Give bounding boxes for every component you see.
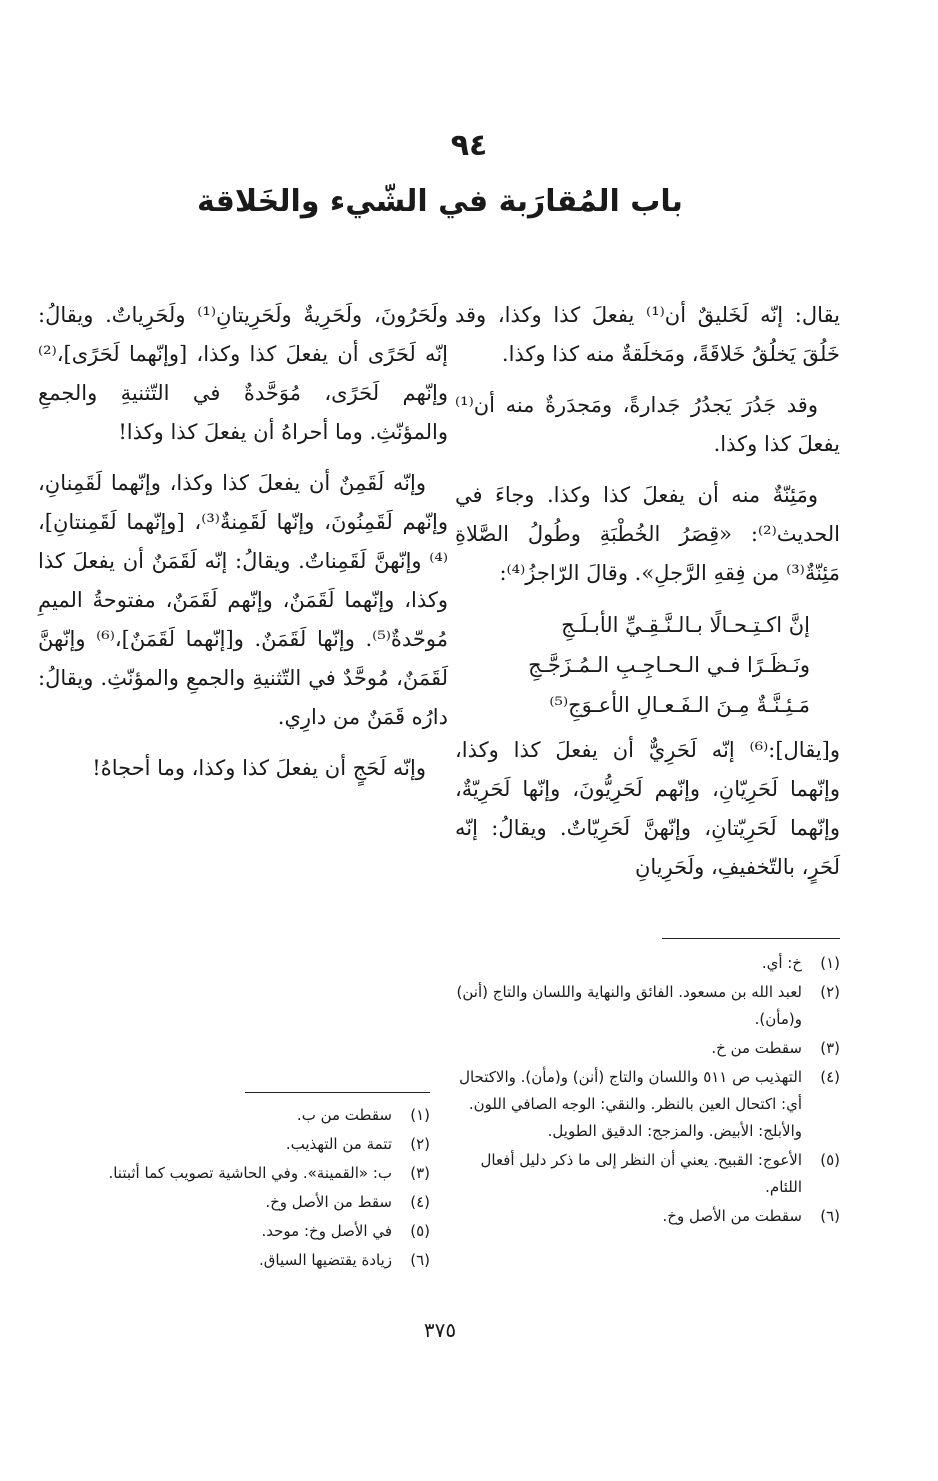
footnote-text: سقطت من ب.: [296, 1106, 392, 1124]
footnote: [455, 1147, 840, 1201]
footnote-text: سقطت من خ.: [711, 1039, 802, 1057]
footnote: [80, 1218, 430, 1245]
chapter-number: ٩٤: [450, 128, 488, 163]
footnote: [455, 1203, 840, 1230]
page-number: ٣٧٥: [423, 1318, 457, 1342]
footnote: [455, 950, 840, 977]
paragraph: يقال: إنّه لَخَليقٌ أن⁽¹⁾ يفعلَ كذا وكذا، وقد خَلُقَ يَخلُقُ خَلاقَةً، ومَخلَقةٌ منه كذا وكذا.: [455, 303, 840, 366]
paragraph: ولَحَرُونَ، ولَحَرِيةٌ ولَحَرِيتانِ⁽¹⁾ ولَحَرِياتٌ. ويقالُ: إنّه لَحَرًى أن يفعلَ كذا وكذا، [وإنّهما لَحَرًى]،⁽²⁾ وإنّهم لَحَرًى، مُوَحَّدةٌ في التّثنيةِ والجمعِ والمؤنّثِ. وما أحراهُ أن يفعلَ كذا وكذا!: [38, 303, 448, 444]
footnote-number: (٦): [820, 1207, 840, 1225]
footnote-number: (٥): [410, 1222, 430, 1240]
footnote: [80, 1189, 430, 1216]
footnote-divider: [245, 1092, 430, 1093]
poem-verse: [455, 605, 840, 725]
footnote-number: (٣): [820, 1039, 840, 1057]
footnote-number: (٦): [410, 1251, 430, 1269]
paragraph: وإنّه لَقَمِنٌ أن يفعلَ كذا وكذا، وإنّهما لَقَمِنانِ، وإنّهم لَقَمِنُونَ، وإنّها لَقَمِنةٌ⁽³⁾، [وإنّهما لَقَمِنتانِ]،⁽⁴⁾ وإنّهنَّ لَقَمِناتٌ. ويقالُ: إنّه لَقَمَنٌ أن يفعلَ كذا وكذا، وإنّهما لَقَمَنٌ، وإنّهم لَقَمَنٌ، مفتوحةُ الميمِ مُوحّدةٌ⁽⁵⁾. وإنّها لَقَمَنٌ. و[إنّهما لَقَمَنٌ]،⁽⁶⁾ وإنّهنَّ لَقَمَنٌ، مُوحَّدٌ في التّثنيةِ والجمعِ والمؤنّثِ. ويقالُ: دارُه قَمَنٌ من دارِي.: [38, 471, 448, 729]
footnote-text: في الأصل وخ: موحد.: [261, 1222, 392, 1240]
footnote-number: (٢): [820, 983, 840, 1001]
right-text-column: [455, 296, 840, 899]
footnote-number: (١): [410, 1106, 430, 1124]
footnote-number: (٣): [410, 1164, 430, 1182]
footnote-text: سقط من الأصل وخ.: [265, 1193, 392, 1211]
footnote-number: (٢): [410, 1135, 430, 1153]
footnote-text: الأعوج: القبيح. يعني أن النظر إلى ما ذكر دليل أفعال اللئام.: [480, 1151, 802, 1196]
paragraph: وقد جَدُرَ يَجدُرُ جَدارةً، ومَجدَرةٌ منه أن⁽¹⁾ يفعلَ كذا وكذا.: [455, 393, 840, 456]
footnote-text: التهذيب ص ٥١١ واللسان والتاج (أنن) و(مأن). والاكتحال أي: اكتحال العين بالنظر. والنقي: الوجه الصافي اللون. والأبلج: الأبيض. والمزجج: الدقيق الطويل.: [459, 1068, 802, 1140]
footnote-number: (١): [820, 954, 840, 972]
footnotes-right: [455, 950, 840, 1232]
left-text-column: [38, 296, 448, 800]
verse-line: ونَـظَـرًا فـي الـحـاجِـبِ الـمُـزَجَّـجِ: [528, 653, 810, 677]
footnote: [80, 1102, 430, 1129]
footnote-text: سقطت من الأصل وخ.: [662, 1207, 802, 1225]
footnote-text: خ: أي.: [761, 954, 802, 972]
paragraph: وإنّه لَحَجٍ أن يفعلَ كذا وكذا، وما أحجاهُ!: [92, 756, 426, 780]
footnote-text: تتمة من التهذيب.: [285, 1135, 392, 1153]
footnote: [455, 1035, 840, 1062]
chapter-title: باب المُقارَبة في الشّيء والخَلاقة: [197, 184, 683, 219]
verse-line: مَـئِـنَّـةٌ مِـنَ الـفَـعـالِ الأعـوَجِ⁽⁵⁾: [549, 693, 810, 717]
footnote: [455, 979, 840, 1033]
verse-line: إنَّ اكـتِـحـالًا بـالـنَّـقِـيِّ الأبـلَـجِ: [561, 613, 810, 637]
footnote: [80, 1160, 430, 1187]
paragraph: و[يقال]:⁽⁶⁾ إنّه لَحَرِيٌّ أن يفعلَ كذا وكذا، وإنّهما لَحَرِيّانِ، وإنّهم لَحَرِيُّونَ، وإنّها لَحَرِيّةٌ، وإنّهما لَحَرِيّتانِ، وإنّهنَّ لَحَرِيّاتٌ. ويقالُ: إنّه لَحَرٍ، بالتّخفيفِ، ولَحَرِيانِ: [455, 738, 840, 879]
footnote-divider: [662, 938, 840, 939]
paragraph: ومَئِنّةٌ منه أن يفعلَ كذا وكذا. وجاءَ في الحديث⁽²⁾: «قِصَرُ الخُطْبَةِ وطُولُ الصَّلاةِ مَئِنّةٌ⁽³⁾ من فِقهِ الرَّجلِ». وقالَ الرّاجزُ⁽⁴⁾:: [455, 483, 840, 585]
footnote-text: لعبد الله بن مسعود. الفائق والنهاية واللسان والتاج (أنن) و(مأن).: [456, 983, 802, 1028]
footnote-number: (٥): [820, 1151, 840, 1169]
footnote-number: (٤): [820, 1068, 840, 1086]
footnote-number: (٤): [410, 1193, 430, 1211]
footnote: [80, 1247, 430, 1274]
footnote: [455, 1064, 840, 1145]
footnotes-left: [80, 1102, 430, 1276]
footnote: [80, 1131, 430, 1158]
footnote-text: ب: «القمينة». وفي الحاشية تصويب كما أثبتنا.: [108, 1164, 392, 1182]
footnote-text: زيادة يقتضيها السياق.: [259, 1251, 392, 1269]
